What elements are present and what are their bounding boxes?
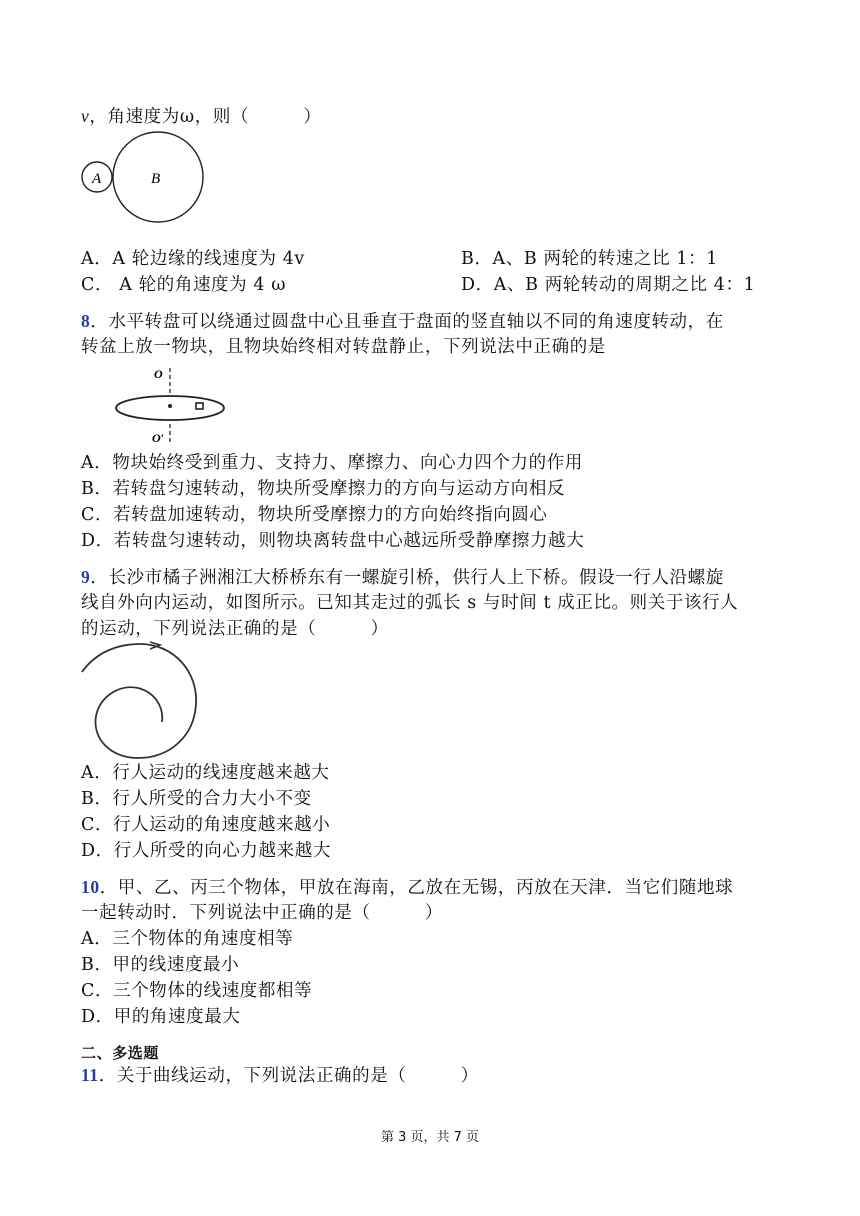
- q11-number: 11: [81, 1065, 99, 1085]
- q7-option-d: D．A、B 两轮转动的周期之比 4：1: [461, 275, 756, 295]
- q8-option-d: D．若转盘匀速转动，则物块离转盘中心越远所受静摩擦力越大: [81, 531, 585, 551]
- q8-stem-line1: [81, 310, 724, 333]
- q9-option-c: C．行人运动的角速度越来越小: [81, 815, 331, 835]
- q11-stem-line1: [81, 1064, 479, 1087]
- spiral-path: [82, 644, 196, 758]
- q7-option-a: A．A 轮边缘的线速度为 4v: [81, 249, 305, 269]
- q8-option-b: B．若转盘匀速转动，物块所受摩擦力的方向与运动方向相反: [81, 479, 566, 499]
- q7-options-row2: [81, 274, 756, 296]
- q9-stem-line1: [81, 566, 724, 589]
- section-title: 二、多选题: [81, 1044, 160, 1062]
- q10-option-c: C．三个物体的线速度都相等: [81, 981, 313, 1001]
- q9-stem-line3: 的运动，下列说法正确的是（ ）: [81, 619, 389, 639]
- q9-stem-line2: 线自外向内运动，如图所示。已知其走过的弧长 s 与时间 t 成正比。则关于该行人: [81, 593, 739, 613]
- q10-option-b: B．甲的线速度最小: [81, 955, 240, 975]
- q8-option-a: A．物块始终受到重力、支持力、摩擦力、向心力四个力的作用: [81, 453, 583, 473]
- center-dot: [168, 404, 172, 408]
- q10-stem-line1: [81, 876, 733, 899]
- q11-stem-text1: ．关于曲线运动，下列说法正确的是（ ）: [98, 1066, 479, 1086]
- q8-turntable-figure: [110, 364, 230, 448]
- q7-options-row1: [81, 248, 718, 270]
- q10-stem-line2: 一起转动时．下列说法中正确的是（ ）: [81, 903, 443, 923]
- wheel-a-label: A: [92, 171, 102, 187]
- q8-stem-line2: 转盆上放一物块，且物块始终相对转盘静止，下列说法中正确的是: [81, 337, 606, 357]
- q7-v-symbol: v: [81, 106, 90, 126]
- axis-label-bottom: O′: [152, 431, 165, 445]
- q9-option-d: D．行人所受的向心力越来越大: [81, 841, 331, 861]
- q10-option-a: A．三个物体的角速度相等: [81, 929, 294, 949]
- q9-number: 9: [81, 567, 91, 587]
- q10-stem-text1: ．甲、乙、丙三个物体，甲放在海南，乙放在无锡，丙放在天津．当它们随地球: [99, 878, 734, 898]
- q10-option-d: D．甲的角速度最大: [81, 1007, 241, 1027]
- q9-option-b: B．行人所受的合力大小不变: [81, 789, 312, 809]
- q7-stem-text: ，角速度为ω，则（ ）: [89, 107, 322, 127]
- q8-number: 8: [81, 311, 91, 331]
- q7-wheels-figure: [80, 130, 210, 226]
- axis-label-top: O: [154, 367, 163, 381]
- q9-option-a: A．行人运动的线速度越来越大: [81, 763, 330, 783]
- q9-spiral-figure: [78, 638, 202, 762]
- q10-number: 10: [81, 877, 100, 897]
- q8-stem-text1: ．水平转盘可以绕通过圆盘中心且垂直于盘面的竖直轴以不同的角速度转动，在: [90, 312, 724, 332]
- page-footer: 第 3 页，共 7 页: [380, 1130, 480, 1145]
- q7-option-c: C． A 轮的角速度为 4 ω: [81, 275, 287, 295]
- q8-option-c: C．若转盘加速转动，物块所受摩擦力的方向始终指向圆心: [81, 505, 548, 525]
- q7-stem-tail: [81, 105, 321, 128]
- q7-option-b: B．A、B 两轮的转速之比 1：1: [461, 249, 718, 269]
- wheel-b-label: B: [151, 171, 161, 187]
- q9-stem-text1: ．长沙市橘子洲湘江大桥桥东有一螺旋引桥，供行人上下桥。假设一行人沿螺旋: [90, 568, 724, 588]
